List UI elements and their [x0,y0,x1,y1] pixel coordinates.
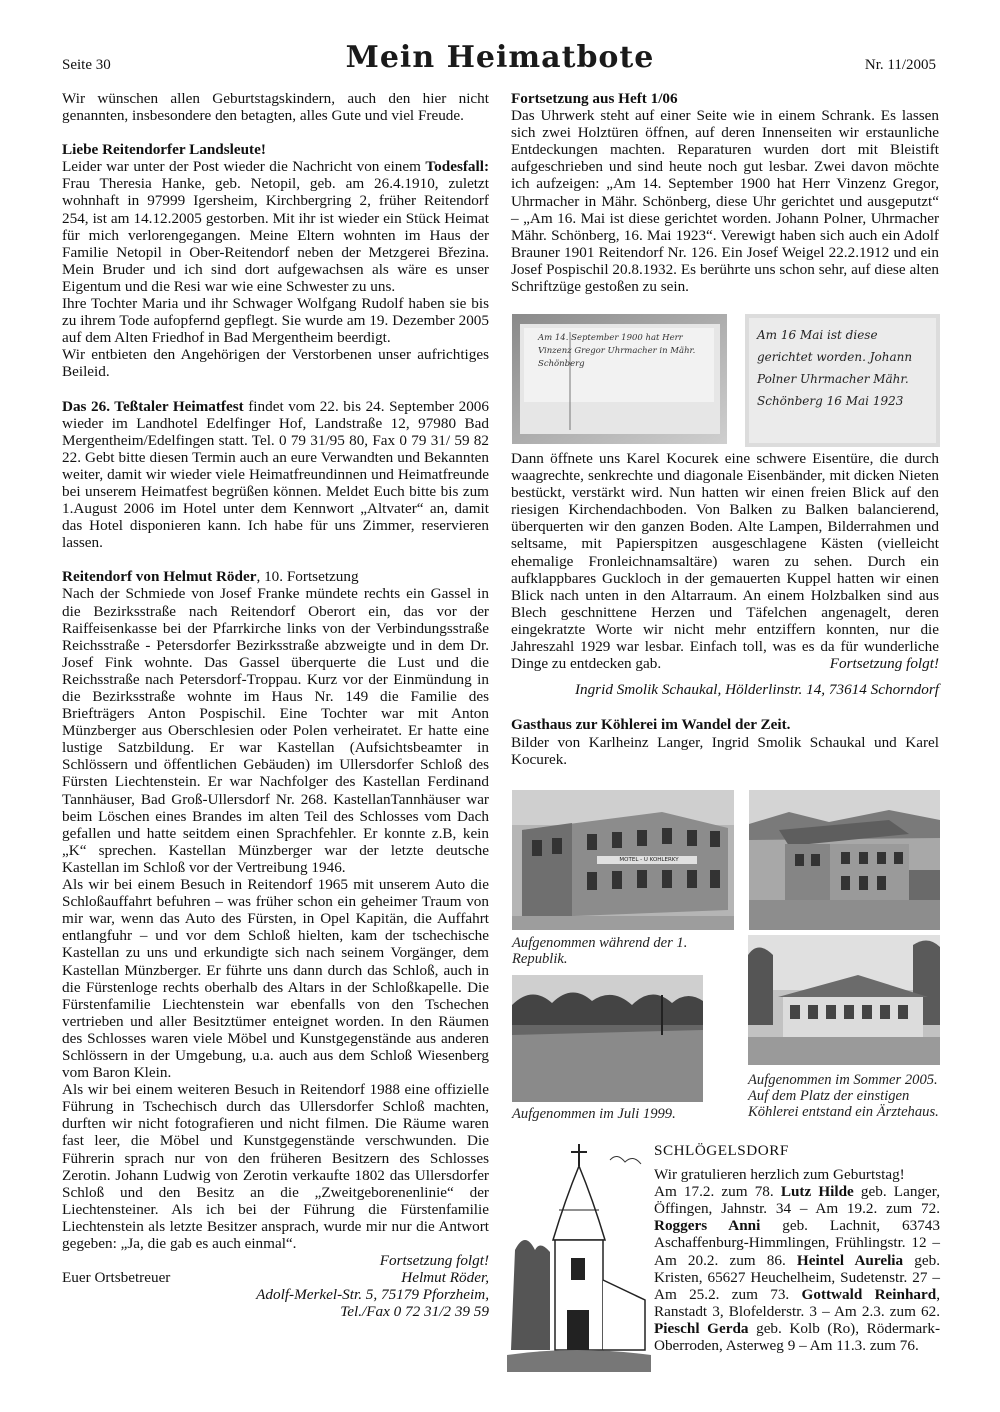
photo-koehlerei-republic [512,790,734,930]
obituary-condolence: Wir entbieten den Angehörigen der Verstorbenen unser aufrichtiges Beileid. [62,346,489,381]
schloegelsdorf-heading: SCHLÖGELSDORF [654,1142,789,1159]
death-label: Todesfall: [425,158,489,176]
roeder-para-2: Als wir bei einem Besuch in Reitendorf 1965 mit unserem Auto die Schloßauffahrt befuhren – was früher schon ein geheimer Traum von mir war, wenn das Auto des Fürsten, in Opel Kapitän, die Auffahrt entlangfuhr – und vor dem Schloß hielten, kam der tschechische Kastellan zu uns und erkundigte sich nach seinem Vorgänger, dem Kastellan Münzberger. Er führte uns dann durch das Schloß, auch in die Fürstenloge rechts oberhalb des Altars in der Schloßkapelle. Die Fürstenfamilie Liechtenstein war ebenfalls von den Tschechen vertrieben und aller Besitztümer enteignet worden. In den Räumen des Schlosses waren viele Möbel und Kunstgegenstände aus anderen Schlössern in der Umgebung, u.a. auch aus dem Schloß Wiesenberg vom Baron Klein. [62,876,489,1082]
birthday-list: Am 17.2. zum 78. Lutz Hilde geb. Langer, Öffingen, Jahnstr. 34 – Am 19.2. zum 72. Roggers Anni geb. Lachnit, 63743 Aschaffenburg-Himmlingen, Frühlingstr. 12 – Am 20.2. zum 86. Heintel Aurelia geb. Kristen, 65627 Heuchelheim, Sudetenstr. 27 – Am 25.2. zum 73. Gottwald Reinhard, Ranstadt 3, Blofelderstr. 3 – Am 2.3. zum 62. Pieschl Gerda geb. Kolb (Ro), Rödermark-Oberroden, Asterweg 9 – Am 11.3. zum 76. [654,1183,941,1355]
right-column-top [511,90,939,295]
clockwork-text: Das Uhrwerk steht auf einer Seite wie in einem Schrank. Es lassen sich zwei Holztüren öffnen, auf deren Innenseiten wir erstaunliche Entdeckungen machten. Reparaturen wurden dort mit Bleistift aufgeschrieben und sind heute noch gut lesbar. Zwei davon möchte ich aufzeigen: „Am 14. September 1900 hat Herr Vinzenz Gregor, Uhrmacher in Mähr. Schönberg, diese Uhr gerichtet und ausgeputzt“ – „Am 16. Mai ist diese gerichtet worden. Johann Polner, Uhrmacher Mähr. Schönberg, 16. Mai 1923“. Verewigt haben sich auch ein Adolf Brauner 1901 Reitendorf Nr. 126. Ein Josef Weigel 22.2.1912 und ein Josef Pospischil 20.8.1932. Es berührte uns schon sehr, auf diese alten Schriftzüge gestoßen zu sein. [511,107,939,296]
roeder-para-1: Nach der Schmiede von Josef Franke mündete rechts ein Gassel in die Bezirksstraße nach Reitendorf Oberort ein, das vor der Raiffeisenkasse bei der Pfarrkirche links von der Verbindungsstraße Reichsstraße - Petersdorfer Bezirksstraße abzweigte und in dem Dr. Josef Fink wohnte. Das Gassel überquerte die Lust und die Reichsstraße nach Petersdorf-Troppau. Kurz vor der Einmündung in die Bezirksstraße wohnte im Haus Nr. 149 die Familie des Briefträgers Anton Pospischil. Eine Tochter war mit Anton Münzberger aus Oberschlesien oder Polen verheiratet. Er hatte eine lustige Satzbildung. Er war Kastellan (Aufsichtsbeamter in Schlössern und öffentlichen Gebäuden) im Ullersdorfer Schloß des Fürsten Liechtenstein. Er war Nachfolger des Kastellan Ferdinand Tannhäuser, Bad Groß-Ullersdorf Nr. 268. KastellanTannhäuser war beim Löschen eines Brandes im alten Teil des Schlosses vom Dach gefallen und hatte seitdem einen Sprachfehler. Er konnte z.B, kein „K“ sprechen. Kastellan Münzberger war der letzte deutsche Kastellan im Schloß vor der Vertreibung 1946. [62,585,489,876]
masthead-title: Mein Heimatbote [345,40,655,75]
obituary-heading: Liebe Reitendorfer Landsleute! [62,141,266,159]
obituary-text: Leider war unter der Post wieder die Nachricht von einem Todesfall: Frau Theresia Hanke, geb. Netopil, geb. am 26.4.1910, zuletzt wohnhaft in 97999 Igersheim, Kirchbergring 2, früher Reitendorf 254, ist am 14.12.2005 gestorben. Mit ihr ist wieder ein Stück Heimat für mich verlorengegangen. Meine Eltern wohnten im Haus der Familie Netopil in Ober-Reitendorf neben der Metzgerei Březina. Mein Bruder und ich sind dort aufgewachsen als wäre es unser Eigentum und die Resi war wie eine Schwester zu uns. [62,158,489,295]
signoff-address: Adolf-Merkel-Str. 5, 75179 Pforzheim, [256,1286,489,1304]
left-column [62,90,489,1320]
roeder-para-3: Als wir bei einem weiteren Besuch in Reitendorf 1988 eine offizielle Führung in Tschechisch durch das Ullersdorfer Schloß machten, durften wir nicht fotografieren und nicht filmen. Die Räume waren fast leer, die Möbel und Kunstgegenstände verschwunden. Die Führerin sprach nur von den früheren Besitzern des Schlosses Zerotin. Johann Ludwig von Zerotin verkaufte 1802 das Ullersdorfer Schloß und den Besitz an die „Zweitgeborenenlinie“ der Liechtensteiner. Als ich bei der Führung die Fürstenfamilie Liechtenstein als letzte Besitzer ansprach, wurde mir nur die Antwort gegeben: „Ja, die gab es auch einmal“. [62,1081,489,1252]
birthday-wishes: Wir wünschen allen Geburtstagskindern, auch den hier nicht genannten, insbesondere den betagten, alles Gute und viel Freude. [62,90,489,125]
building-sign: MOTEL - U KOHLERKY [619,857,679,863]
gasthaus-credit: Bilder von Karlheinz Langer, Ingrid Smolik Schaukal und Karel Kocurek. [511,733,939,768]
photo-koehlerei-1995 [749,790,940,930]
obituary-care: Ihre Tochter Maria und ihr Schwager Wolfgang Rudolf haben sie bis zu ihrem Tode aufopfernd gepflegt. Sie wurde am 19. Dezember 2005 auf dem Alten Friedhof in Bad Mergentheim beerdigt. [62,295,489,347]
church-author: Ingrid Smolik Schaukal, Hölderlinstr. 14, 73614 Schorndorf [574,681,939,699]
issue-number: Nr. 11/2005 [864,57,936,73]
birthday-name: Gottwald Reinhard [801,1285,937,1303]
photo-handwriting-1900 [512,314,727,444]
roeder-continued: Fortsetzung folgt! [379,1252,489,1270]
caption-2005: Aufgenommen im Sommer 2005. Auf dem Platz der einstigen Köhlerei entstand ein Ärztehaus. [748,1072,939,1120]
church-drawing [505,1140,653,1372]
church-attic-text: Dann öffnete uns Karel Kocurek eine schwere Eisentüre, die durch waagrechte, senkrechte und diagonale Eisenbänder, mit dicken Nieten bestückt, verstärkt wird. Nun hatten wir einen freien Blick auf den riesigen Kirchendachboden. Von Balken zu Balken balancierend, überquerten wir den ganzen Boden. Alte Lampen, Bilderrahmen und seltsame, mit Papierspitzen ausgeschlagene Kästen (vielleicht ehemalige Fronleichnamsaltäre) waren zu sehen. Durch ein aufklappbares Guckloch in der gemauerten Kuppel hatten wir einen Blick nach unten in den Altarraum. An einem Holzbalken sind aus Blech geschnittene Herzen und Täfelchen angenagelt, deren eingekratzte Worte wir nicht mehr entziffern konnten, nur die Jahreszahl 1929 war lesbar. Einfach toll, was es da für wunderliche Dinge zu entdecken gab. [511,450,939,673]
handwriting-note-2: Am 16 Mai ist diese gerichtet worden. Johann Polner Uhrmacher Mähr. Schönberg 16 Mai 1923 [757,328,913,408]
continuation-heading: Fortsetzung aus Heft 1/06 [511,90,678,107]
signoff-phone: Tel./Fax 0 72 31/2 39 59 [340,1303,489,1321]
gasthaus-heading: Gasthaus zur Köhlerei im Wandel der Zeit. [511,716,791,734]
right-column-middle [511,450,939,768]
heimatfest-notice: Das 26. Teßtaler Heimatfest findet vom 22. bis 24. September 2006 wieder im Landhotel Edelfinger Hof, Landstraße 12, 97980 Bad Mergentheim/Edelfingen statt. Tel. 0 79 31/95 80, Fax 0 79 31/ 59 82 22. Gebt bitte diesen Termin auch an eure Verwandten und Bekannten weiter, damit wir wieder viele Heimatfreundinnen und Heimatfreunde bei unserem Heimatfest begrüßen können. Meldet Euch bitte bis zum 1.August 2006 im Hotel unter dem Kennwort „Altvater“ an, damit das Hotel disponieren kann. Ich habe für uns Zimmer, reservieren lassen. [62,397,489,552]
handwriting-note-1: Am 14. September 1900 hat Herr Vinzenz Gregor Uhrmacher in Mähr. Schönberg [538,333,696,369]
birthday-intro: Wir gratulieren herzlich zum Geburtstag! [654,1166,905,1184]
birthday-name: Heintel Aurelia [796,1251,904,1269]
signoff-label: Euer Ortsbetreuer [62,1269,171,1287]
roeder-heading: Reitendorf von Helmut Röder, 10. Fortsetzung [62,568,359,586]
caption-1999: Aufgenommen im Juli 1999. [512,1106,676,1122]
birthday-name: Lutz Hilde [780,1183,854,1201]
photo-koehlerei-2005 [748,935,940,1065]
signoff-name: Helmut Röder, [401,1269,489,1287]
birthday-name: Pieschl Gerda [654,1319,749,1337]
church-continued: Fortsetzung folgt! [829,655,939,673]
birthday-name: Roggers Anni [654,1217,761,1235]
schloegelsdorf-section [654,1142,940,1354]
photo-handwriting-1923 [745,314,940,447]
caption-republic: Aufgenommen während der 1. Republik. [512,935,688,967]
page-number: Seite 30 [62,57,111,73]
photo-koehlerei-1999 [512,975,703,1102]
